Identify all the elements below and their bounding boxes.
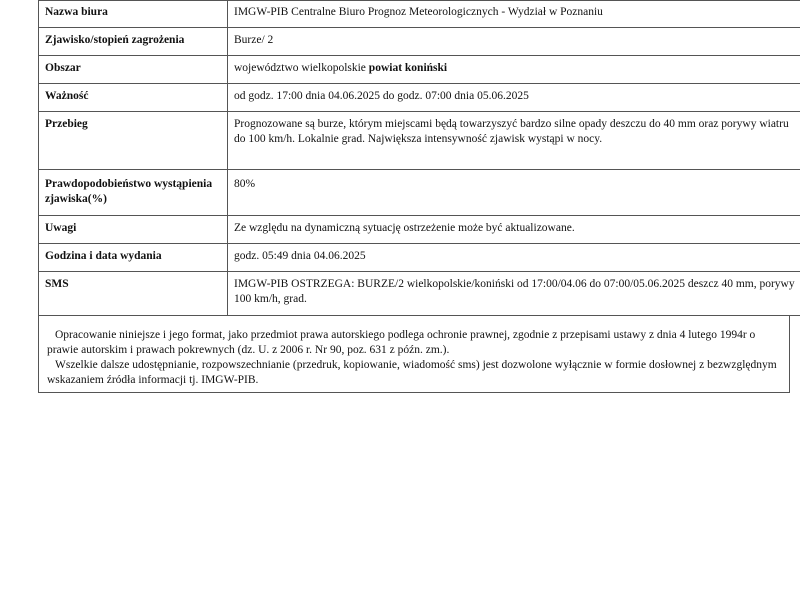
- sms-label: SMS: [39, 272, 228, 316]
- remarks-label: Uwagi: [39, 216, 228, 244]
- row-phenomenon: [39, 28, 800, 56]
- office-value: IMGW-PIB Centralne Biuro Prognoz Meteorologicznych - Wydział w Poznaniu: [228, 1, 800, 28]
- sms-value: IMGW-PIB OSTRZEGA: BURZE/2 wielkopolskie/koniński od 17:00/04.06 do 07:00/05.06.2025 deszcz 40 mm, porywy 100 km/h, grad.: [228, 272, 800, 316]
- course-value: Prognozowane są burze, którym miejscami będą towarzyszyć bardzo silne opady deszczu do 40 mm oraz porywy wiatru do 100 km/h. Lokalnie grad. Największa intensywność zjawisk wystąpi w nocy.: [228, 112, 800, 170]
- course-label: Przebieg: [39, 112, 228, 170]
- phenomenon-value: Burze/ 2: [228, 28, 800, 56]
- row-course: [39, 112, 800, 170]
- validity-value: od godz. 17:00 dnia 04.06.2025 do godz. 07:00 dnia 05.06.2025: [228, 84, 800, 112]
- row-validity: [39, 84, 800, 112]
- row-issued: [39, 244, 800, 272]
- validity-label: Ważność: [39, 84, 228, 112]
- row-area: [39, 56, 800, 84]
- row-office: [39, 1, 800, 28]
- remarks-value: Ze względu na dynamiczną sytuację ostrzeżenie może być aktualizowane.: [228, 216, 800, 244]
- office-label: Nazwa biura: [39, 1, 228, 28]
- area-label: Obszar: [39, 56, 228, 84]
- warning-document: [38, 0, 795, 393]
- warning-table: [38, 0, 800, 316]
- copyright-note: [38, 316, 790, 393]
- probability-value: 80%: [228, 170, 800, 216]
- issued-label: Godzina i data wydania: [39, 244, 228, 272]
- copyright-paragraph-1: Opracowanie niniejsze i jego format, jako przedmiot prawa autorskiego podlega ochronie prawnej, zgodnie z przepisami ustawy z dnia 4 lutego 1994r o prawie autorskim i prawach pokrewnych (dz. U. z 2006 r. Nr 90, poz. 631 z późn. zm.).: [47, 329, 756, 356]
- row-remarks: [39, 216, 800, 244]
- area-voivodeship: województwo wielkopolskie: [234, 62, 369, 74]
- issued-value: godz. 05:49 dnia 04.06.2025: [228, 244, 800, 272]
- probability-label: Prawdopodobieństwo wystąpienia zjawiska(%): [39, 170, 228, 216]
- phenomenon-label: Zjawisko/stopień zagrożenia: [39, 28, 228, 56]
- row-probability: [39, 170, 800, 216]
- area-value: [228, 56, 800, 84]
- row-sms: [39, 272, 800, 316]
- area-county: powiat koniński: [368, 62, 448, 74]
- copyright-paragraph-2: Wszelkie dalsze udostępnianie, rozpowszechnianie (przedruk, kopiowanie, wiadomość sms) jest dozwolone wyłącznie w formie dosłownej z bezwzględnym wskazaniem źródła informacji tj. IMGW-PIB.: [47, 359, 777, 386]
